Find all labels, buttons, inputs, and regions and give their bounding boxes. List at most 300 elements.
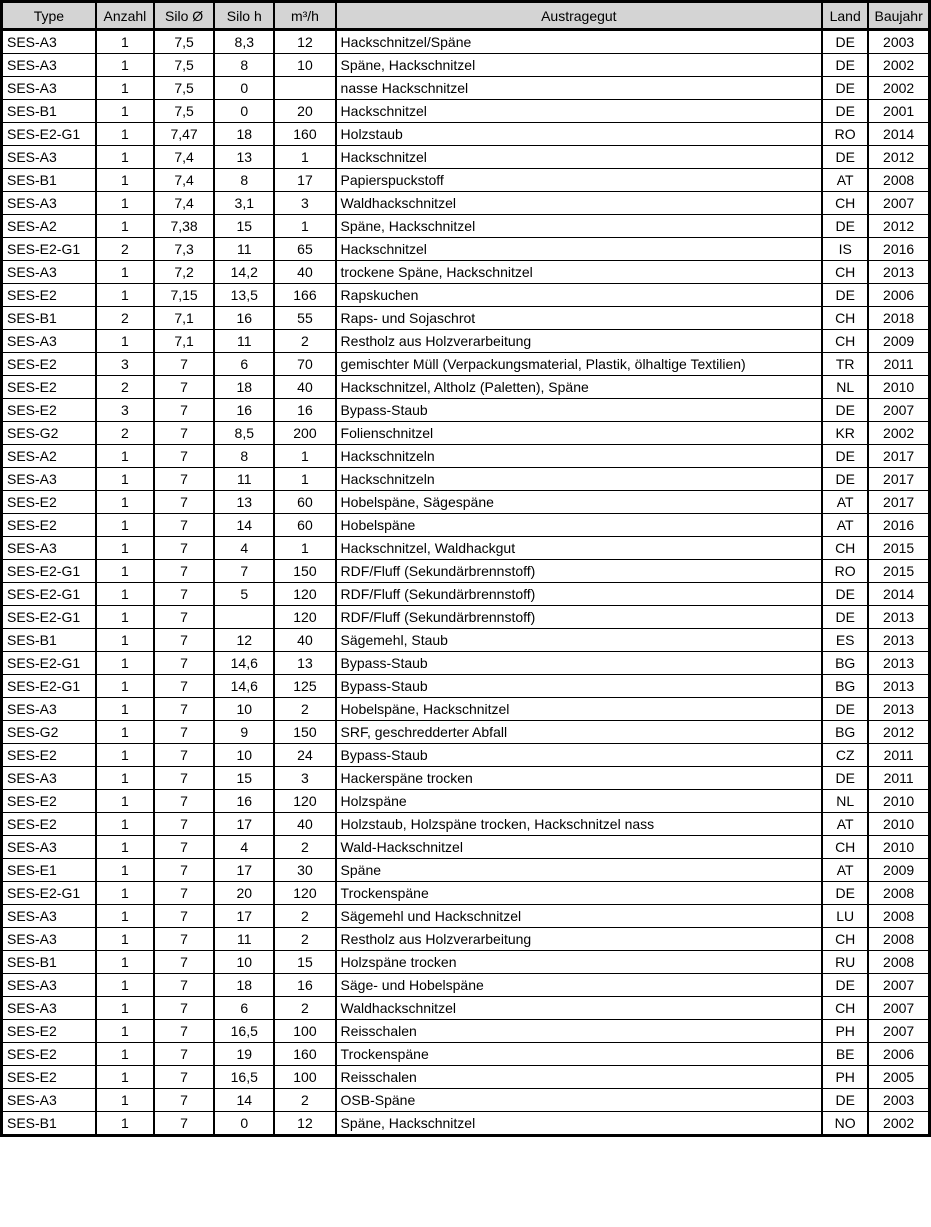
cell-land: DE bbox=[822, 215, 868, 238]
cell-land: AT bbox=[822, 813, 868, 836]
cell-throughput bbox=[274, 77, 335, 100]
cell-austragegut: Sägemehl, Staub bbox=[336, 629, 823, 652]
table-row bbox=[2, 1020, 930, 1043]
cell-silo-height: 14 bbox=[214, 1089, 274, 1112]
cell-silo-diameter: 7 bbox=[154, 583, 214, 606]
cell-silo-diameter: 7 bbox=[154, 491, 214, 514]
cell-land: CH bbox=[822, 997, 868, 1020]
cell-anzahl: 2 bbox=[96, 376, 154, 399]
column-header-anzahl: Anzahl bbox=[96, 2, 154, 30]
cell-austragegut: Holzstaub bbox=[336, 123, 823, 146]
cell-austragegut: Hobelspäne, Hackschnitzel bbox=[336, 698, 823, 721]
cell-silo-height: 8 bbox=[214, 54, 274, 77]
cell-silo-diameter: 7 bbox=[154, 836, 214, 859]
cell-silo-height: 13 bbox=[214, 491, 274, 514]
cell-baujahr: 2010 bbox=[868, 813, 929, 836]
cell-silo-height: 19 bbox=[214, 1043, 274, 1066]
cell-baujahr: 2014 bbox=[868, 583, 929, 606]
cell-baujahr: 2013 bbox=[868, 261, 929, 284]
cell-austragegut: Reisschalen bbox=[336, 1066, 823, 1089]
cell-austragegut: Hackschnitzeln bbox=[336, 468, 823, 491]
cell-silo-diameter: 7,4 bbox=[154, 146, 214, 169]
cell-throughput: 30 bbox=[274, 859, 335, 882]
cell-austragegut: Folienschnitzel bbox=[336, 422, 823, 445]
cell-silo-diameter: 7,2 bbox=[154, 261, 214, 284]
cell-throughput: 125 bbox=[274, 675, 335, 698]
cell-anzahl: 1 bbox=[96, 583, 154, 606]
cell-anzahl: 3 bbox=[96, 353, 154, 376]
cell-anzahl: 1 bbox=[96, 77, 154, 100]
cell-silo-diameter: 7 bbox=[154, 445, 214, 468]
cell-land: CH bbox=[822, 261, 868, 284]
cell-silo-height: 11 bbox=[214, 468, 274, 491]
cell-land: CH bbox=[822, 330, 868, 353]
cell-type: SES-A3 bbox=[2, 905, 96, 928]
cell-silo-height: 12 bbox=[214, 629, 274, 652]
cell-anzahl: 1 bbox=[96, 284, 154, 307]
cell-anzahl: 1 bbox=[96, 1020, 154, 1043]
table-row bbox=[2, 169, 930, 192]
cell-austragegut: Hackschnitzel bbox=[336, 146, 823, 169]
cell-silo-diameter: 7 bbox=[154, 813, 214, 836]
cell-type: SES-E2 bbox=[2, 1020, 96, 1043]
cell-land: RO bbox=[822, 560, 868, 583]
cell-silo-height: 0 bbox=[214, 77, 274, 100]
cell-land: NL bbox=[822, 376, 868, 399]
cell-throughput: 60 bbox=[274, 514, 335, 537]
cell-anzahl: 1 bbox=[96, 698, 154, 721]
cell-baujahr: 2001 bbox=[868, 100, 929, 123]
cell-land: DE bbox=[822, 698, 868, 721]
cell-austragegut: Papierspuckstoff bbox=[336, 169, 823, 192]
cell-silo-diameter: 7 bbox=[154, 560, 214, 583]
cell-austragegut: Späne, Hackschnitzel bbox=[336, 54, 823, 77]
cell-type: SES-E2 bbox=[2, 744, 96, 767]
cell-anzahl: 1 bbox=[96, 192, 154, 215]
cell-anzahl: 1 bbox=[96, 146, 154, 169]
cell-baujahr: 2010 bbox=[868, 376, 929, 399]
cell-silo-diameter: 7 bbox=[154, 399, 214, 422]
cell-silo-diameter: 7 bbox=[154, 882, 214, 905]
cell-silo-diameter: 7 bbox=[154, 422, 214, 445]
cell-austragegut: Bypass-Staub bbox=[336, 675, 823, 698]
cell-austragegut: Rapskuchen bbox=[336, 284, 823, 307]
cell-silo-height: 11 bbox=[214, 330, 274, 353]
cell-silo-height: 11 bbox=[214, 928, 274, 951]
cell-throughput: 150 bbox=[274, 721, 335, 744]
cell-land: NL bbox=[822, 790, 868, 813]
table-row bbox=[2, 744, 930, 767]
cell-baujahr: 2008 bbox=[868, 882, 929, 905]
cell-land: DE bbox=[822, 468, 868, 491]
cell-type: SES-A3 bbox=[2, 836, 96, 859]
cell-land: DE bbox=[822, 77, 868, 100]
cell-land: DE bbox=[822, 284, 868, 307]
cell-throughput: 200 bbox=[274, 422, 335, 445]
cell-silo-diameter: 7 bbox=[154, 606, 214, 629]
cell-baujahr: 2006 bbox=[868, 1043, 929, 1066]
cell-baujahr: 2013 bbox=[868, 606, 929, 629]
cell-silo-height: 4 bbox=[214, 537, 274, 560]
cell-silo-height: 9 bbox=[214, 721, 274, 744]
cell-baujahr: 2014 bbox=[868, 123, 929, 146]
cell-silo-diameter: 7 bbox=[154, 652, 214, 675]
cell-type: SES-A3 bbox=[2, 330, 96, 353]
cell-baujahr: 2009 bbox=[868, 330, 929, 353]
cell-anzahl: 1 bbox=[96, 790, 154, 813]
cell-type: SES-B1 bbox=[2, 629, 96, 652]
cell-baujahr: 2017 bbox=[868, 445, 929, 468]
cell-silo-height: 8,3 bbox=[214, 30, 274, 54]
cell-silo-diameter: 7,38 bbox=[154, 215, 214, 238]
cell-baujahr: 2017 bbox=[868, 468, 929, 491]
cell-throughput: 55 bbox=[274, 307, 335, 330]
cell-throughput: 100 bbox=[274, 1066, 335, 1089]
cell-baujahr: 2011 bbox=[868, 353, 929, 376]
cell-silo-diameter: 7 bbox=[154, 468, 214, 491]
cell-silo-diameter: 7 bbox=[154, 905, 214, 928]
cell-land: DE bbox=[822, 1089, 868, 1112]
table-row bbox=[2, 790, 930, 813]
cell-anzahl: 1 bbox=[96, 1112, 154, 1136]
cell-land: KR bbox=[822, 422, 868, 445]
cell-anzahl: 1 bbox=[96, 215, 154, 238]
cell-silo-diameter: 7,5 bbox=[154, 77, 214, 100]
cell-silo-diameter: 7 bbox=[154, 951, 214, 974]
cell-baujahr: 2010 bbox=[868, 836, 929, 859]
cell-throughput: 16 bbox=[274, 974, 335, 997]
cell-anzahl: 1 bbox=[96, 330, 154, 353]
cell-throughput: 12 bbox=[274, 1112, 335, 1136]
cell-land: BE bbox=[822, 1043, 868, 1066]
cell-throughput: 160 bbox=[274, 1043, 335, 1066]
cell-type: SES-E2-G1 bbox=[2, 675, 96, 698]
cell-silo-diameter: 7 bbox=[154, 721, 214, 744]
table-row bbox=[2, 606, 930, 629]
cell-anzahl: 1 bbox=[96, 30, 154, 54]
cell-silo-diameter: 7,5 bbox=[154, 100, 214, 123]
cell-type: SES-B1 bbox=[2, 307, 96, 330]
table-row bbox=[2, 1112, 930, 1136]
cell-anzahl: 1 bbox=[96, 675, 154, 698]
cell-land: IS bbox=[822, 238, 868, 261]
cell-type: SES-A3 bbox=[2, 261, 96, 284]
cell-baujahr: 2010 bbox=[868, 790, 929, 813]
cell-silo-diameter: 7 bbox=[154, 1066, 214, 1089]
cell-austragegut: Waldhackschnitzel bbox=[336, 997, 823, 1020]
cell-throughput: 40 bbox=[274, 261, 335, 284]
cell-austragegut: Hackschnitzel, Altholz (Paletten), Späne bbox=[336, 376, 823, 399]
cell-baujahr: 2002 bbox=[868, 54, 929, 77]
cell-land: DE bbox=[822, 767, 868, 790]
cell-type: SES-B1 bbox=[2, 169, 96, 192]
cell-anzahl: 1 bbox=[96, 169, 154, 192]
cell-type: SES-A3 bbox=[2, 997, 96, 1020]
cell-land: CH bbox=[822, 836, 868, 859]
cell-silo-height: 18 bbox=[214, 974, 274, 997]
cell-land: TR bbox=[822, 353, 868, 376]
column-header-baujahr: Baujahr bbox=[868, 2, 929, 30]
cell-austragegut: nasse Hackschnitzel bbox=[336, 77, 823, 100]
table-row bbox=[2, 537, 930, 560]
table-row bbox=[2, 192, 930, 215]
cell-austragegut: trockene Späne, Hackschnitzel bbox=[336, 261, 823, 284]
table-row bbox=[2, 560, 930, 583]
cell-silo-height: 8 bbox=[214, 169, 274, 192]
cell-anzahl: 1 bbox=[96, 1043, 154, 1066]
cell-baujahr: 2012 bbox=[868, 215, 929, 238]
cell-land: DE bbox=[822, 399, 868, 422]
cell-silo-height: 16 bbox=[214, 399, 274, 422]
cell-silo-diameter: 7,4 bbox=[154, 192, 214, 215]
column-header-silo-height: Silo h bbox=[214, 2, 274, 30]
header-row bbox=[2, 2, 930, 30]
cell-type: SES-A3 bbox=[2, 77, 96, 100]
cell-austragegut: Raps- und Sojaschrot bbox=[336, 307, 823, 330]
cell-anzahl: 1 bbox=[96, 859, 154, 882]
table-row bbox=[2, 698, 930, 721]
cell-silo-diameter: 7,47 bbox=[154, 123, 214, 146]
cell-baujahr: 2007 bbox=[868, 399, 929, 422]
cell-land: CH bbox=[822, 537, 868, 560]
table-row bbox=[2, 445, 930, 468]
cell-silo-height: 15 bbox=[214, 215, 274, 238]
cell-austragegut: Wald-Hackschnitzel bbox=[336, 836, 823, 859]
cell-silo-diameter: 7 bbox=[154, 675, 214, 698]
cell-throughput: 40 bbox=[274, 813, 335, 836]
cell-silo-height: 16,5 bbox=[214, 1020, 274, 1043]
cell-silo-diameter: 7,1 bbox=[154, 330, 214, 353]
cell-silo-diameter: 7,3 bbox=[154, 238, 214, 261]
cell-silo-height: 10 bbox=[214, 698, 274, 721]
cell-type: SES-E2 bbox=[2, 1066, 96, 1089]
cell-austragegut: Hackschnitzel/Späne bbox=[336, 30, 823, 54]
cell-type: SES-A3 bbox=[2, 54, 96, 77]
cell-silo-diameter: 7,15 bbox=[154, 284, 214, 307]
cell-silo-height: 13,5 bbox=[214, 284, 274, 307]
cell-anzahl: 1 bbox=[96, 537, 154, 560]
column-header-austragegut: Austragegut bbox=[336, 2, 823, 30]
cell-baujahr: 2009 bbox=[868, 859, 929, 882]
table-row bbox=[2, 836, 930, 859]
table-row bbox=[2, 100, 930, 123]
table-row bbox=[2, 859, 930, 882]
table-row bbox=[2, 284, 930, 307]
cell-silo-diameter: 7 bbox=[154, 1112, 214, 1136]
cell-land: PH bbox=[822, 1020, 868, 1043]
cell-silo-height: 16 bbox=[214, 790, 274, 813]
cell-throughput: 17 bbox=[274, 169, 335, 192]
cell-land: ES bbox=[822, 629, 868, 652]
cell-type: SES-E2 bbox=[2, 284, 96, 307]
cell-anzahl: 1 bbox=[96, 491, 154, 514]
cell-silo-height: 14,6 bbox=[214, 675, 274, 698]
cell-baujahr: 2013 bbox=[868, 698, 929, 721]
table-row bbox=[2, 583, 930, 606]
cell-baujahr: 2002 bbox=[868, 77, 929, 100]
cell-anzahl: 1 bbox=[96, 882, 154, 905]
cell-land: DE bbox=[822, 974, 868, 997]
table-row bbox=[2, 123, 930, 146]
cell-silo-height: 10 bbox=[214, 744, 274, 767]
cell-silo-diameter: 7 bbox=[154, 376, 214, 399]
cell-austragegut: Bypass-Staub bbox=[336, 399, 823, 422]
cell-silo-height: 14,2 bbox=[214, 261, 274, 284]
cell-throughput: 2 bbox=[274, 997, 335, 1020]
cell-silo-height: 14 bbox=[214, 514, 274, 537]
cell-land: CH bbox=[822, 192, 868, 215]
cell-land: DE bbox=[822, 54, 868, 77]
cell-silo-diameter: 7 bbox=[154, 767, 214, 790]
cell-baujahr: 2011 bbox=[868, 767, 929, 790]
cell-silo-diameter: 7 bbox=[154, 974, 214, 997]
cell-silo-diameter: 7 bbox=[154, 1020, 214, 1043]
cell-throughput: 20 bbox=[274, 100, 335, 123]
table-row bbox=[2, 928, 930, 951]
table-row bbox=[2, 376, 930, 399]
cell-baujahr: 2011 bbox=[868, 744, 929, 767]
cell-anzahl: 1 bbox=[96, 100, 154, 123]
cell-type: SES-E2-G1 bbox=[2, 560, 96, 583]
cell-silo-diameter: 7 bbox=[154, 859, 214, 882]
cell-throughput: 2 bbox=[274, 330, 335, 353]
cell-type: SES-A3 bbox=[2, 928, 96, 951]
cell-throughput: 166 bbox=[274, 284, 335, 307]
cell-throughput: 2 bbox=[274, 698, 335, 721]
cell-baujahr: 2003 bbox=[868, 30, 929, 54]
cell-silo-diameter: 7 bbox=[154, 698, 214, 721]
table-row bbox=[2, 1089, 930, 1112]
cell-land: AT bbox=[822, 491, 868, 514]
table-row bbox=[2, 422, 930, 445]
cell-anzahl: 2 bbox=[96, 238, 154, 261]
table-row bbox=[2, 215, 930, 238]
cell-throughput: 1 bbox=[274, 215, 335, 238]
cell-type: SES-E2 bbox=[2, 399, 96, 422]
cell-land: BG bbox=[822, 721, 868, 744]
cell-austragegut: Restholz aus Holzverarbeitung bbox=[336, 330, 823, 353]
cell-type: SES-E2-G1 bbox=[2, 652, 96, 675]
cell-silo-height: 18 bbox=[214, 123, 274, 146]
cell-austragegut: Bypass-Staub bbox=[336, 744, 823, 767]
table-row bbox=[2, 974, 930, 997]
cell-throughput: 2 bbox=[274, 905, 335, 928]
cell-baujahr: 2015 bbox=[868, 537, 929, 560]
cell-land: BG bbox=[822, 675, 868, 698]
cell-type: SES-B1 bbox=[2, 100, 96, 123]
cell-throughput: 120 bbox=[274, 583, 335, 606]
cell-austragegut: Holzstaub, Holzspäne trocken, Hackschnitzel nass bbox=[336, 813, 823, 836]
cell-type: SES-E2 bbox=[2, 491, 96, 514]
cell-silo-height: 17 bbox=[214, 905, 274, 928]
cell-silo-diameter: 7 bbox=[154, 353, 214, 376]
cell-land: DE bbox=[822, 583, 868, 606]
cell-austragegut: RDF/Fluff (Sekundärbrennstoff) bbox=[336, 560, 823, 583]
cell-silo-height: 15 bbox=[214, 767, 274, 790]
cell-baujahr: 2002 bbox=[868, 422, 929, 445]
cell-anzahl: 1 bbox=[96, 974, 154, 997]
cell-austragegut: Hackerspäne trocken bbox=[336, 767, 823, 790]
cell-silo-height: 18 bbox=[214, 376, 274, 399]
column-header-land: Land bbox=[822, 2, 868, 30]
table-row bbox=[2, 951, 930, 974]
table-row bbox=[2, 238, 930, 261]
cell-baujahr: 2013 bbox=[868, 652, 929, 675]
cell-anzahl: 1 bbox=[96, 560, 154, 583]
table-row bbox=[2, 675, 930, 698]
cell-type: SES-A2 bbox=[2, 445, 96, 468]
table-row bbox=[2, 468, 930, 491]
cell-throughput: 1 bbox=[274, 445, 335, 468]
cell-throughput: 100 bbox=[274, 1020, 335, 1043]
cell-austragegut: Bypass-Staub bbox=[336, 652, 823, 675]
cell-silo-diameter: 7 bbox=[154, 1043, 214, 1066]
cell-type: SES-E2 bbox=[2, 1043, 96, 1066]
cell-type: SES-E2 bbox=[2, 514, 96, 537]
cell-type: SES-B1 bbox=[2, 951, 96, 974]
table-row bbox=[2, 353, 930, 376]
cell-silo-height: 3,1 bbox=[214, 192, 274, 215]
table-row bbox=[2, 1066, 930, 1089]
cell-silo-height: 8 bbox=[214, 445, 274, 468]
table-row bbox=[2, 30, 930, 54]
cell-silo-height: 0 bbox=[214, 100, 274, 123]
cell-silo-height: 16,5 bbox=[214, 1066, 274, 1089]
cell-throughput: 1 bbox=[274, 537, 335, 560]
cell-anzahl: 1 bbox=[96, 951, 154, 974]
table-row bbox=[2, 813, 930, 836]
cell-land: RO bbox=[822, 123, 868, 146]
cell-throughput: 120 bbox=[274, 790, 335, 813]
cell-anzahl: 1 bbox=[96, 54, 154, 77]
cell-type: SES-A3 bbox=[2, 698, 96, 721]
cell-anzahl: 1 bbox=[96, 1066, 154, 1089]
cell-throughput: 1 bbox=[274, 146, 335, 169]
cell-silo-height: 11 bbox=[214, 238, 274, 261]
cell-type: SES-E2-G1 bbox=[2, 123, 96, 146]
cell-type: SES-E2-G1 bbox=[2, 583, 96, 606]
cell-throughput: 1 bbox=[274, 468, 335, 491]
cell-throughput: 70 bbox=[274, 353, 335, 376]
column-header-throughput: m³/h bbox=[274, 2, 335, 30]
cell-silo-height: 17 bbox=[214, 859, 274, 882]
cell-austragegut: Hackschnitzel bbox=[336, 100, 823, 123]
cell-throughput: 120 bbox=[274, 882, 335, 905]
cell-type: SES-A3 bbox=[2, 468, 96, 491]
cell-silo-height: 8,5 bbox=[214, 422, 274, 445]
cell-type: SES-A3 bbox=[2, 974, 96, 997]
table-row bbox=[2, 1043, 930, 1066]
cell-type: SES-A3 bbox=[2, 30, 96, 54]
cell-baujahr: 2017 bbox=[868, 491, 929, 514]
cell-land: CZ bbox=[822, 744, 868, 767]
cell-land: DE bbox=[822, 445, 868, 468]
table-header bbox=[2, 2, 930, 30]
cell-austragegut: gemischter Müll (Verpackungsmaterial, Plastik, ölhaltige Textilien) bbox=[336, 353, 823, 376]
cell-throughput: 40 bbox=[274, 376, 335, 399]
cell-silo-height: 13 bbox=[214, 146, 274, 169]
cell-baujahr: 2016 bbox=[868, 514, 929, 537]
cell-type: SES-E2 bbox=[2, 813, 96, 836]
table-row bbox=[2, 261, 930, 284]
cell-silo-diameter: 7,1 bbox=[154, 307, 214, 330]
cell-austragegut: Hackschnitzeln bbox=[336, 445, 823, 468]
cell-throughput: 160 bbox=[274, 123, 335, 146]
cell-type: SES-G2 bbox=[2, 422, 96, 445]
cell-anzahl: 1 bbox=[96, 836, 154, 859]
cell-anzahl: 2 bbox=[96, 422, 154, 445]
cell-anzahl: 1 bbox=[96, 928, 154, 951]
